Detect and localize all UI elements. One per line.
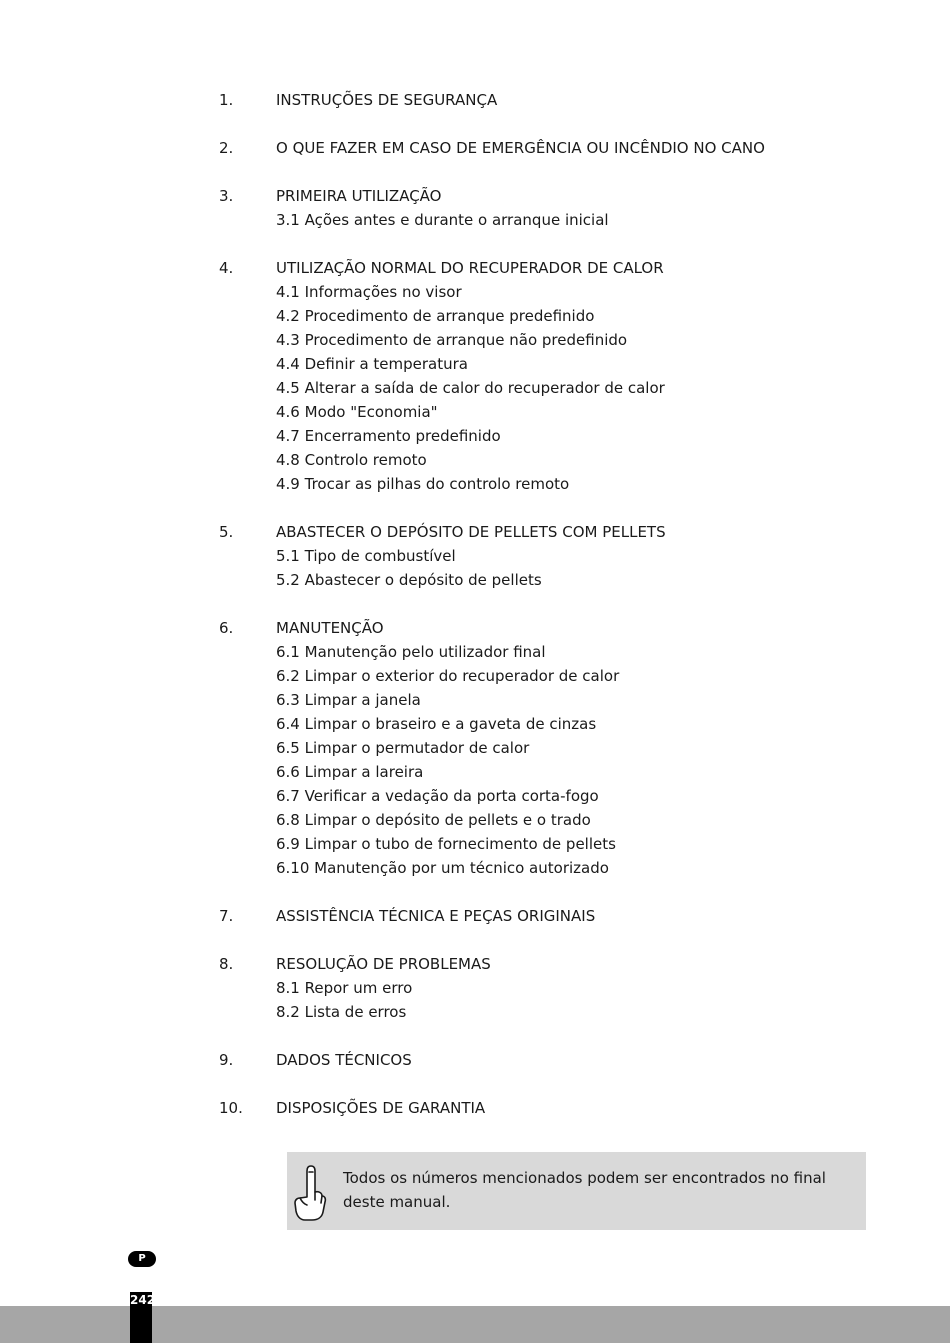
- toc-section: [219, 88, 859, 112]
- note-box: [287, 1152, 866, 1230]
- subsection-item: 6.5 Limpar o permutador de calor: [276, 739, 530, 757]
- page-number: 242: [130, 1293, 156, 1307]
- subsection-item: 4.2 Procedimento de arranque predefinido: [276, 307, 595, 325]
- toc-section: [219, 904, 859, 928]
- subsection-item: 6.6 Limpar a lareira: [276, 763, 424, 781]
- toc-section: [219, 1096, 859, 1120]
- toc-heading-row: [219, 520, 859, 544]
- section-title: DADOS TÉCNICOS: [276, 1051, 412, 1069]
- language-badge: P: [128, 1251, 156, 1267]
- toc-heading-row: [219, 616, 859, 640]
- subsection-item: 6.9 Limpar o tubo de fornecimento de pellets: [276, 835, 616, 853]
- subsection-item: 8.2 Lista de erros: [276, 1003, 407, 1021]
- toc-section: [219, 952, 859, 1024]
- section-number: 1.: [219, 91, 234, 109]
- subsection-item: 3.1 Ações antes e durante o arranque inicial: [276, 211, 609, 229]
- section-number: 8.: [219, 955, 234, 973]
- toc-section: [219, 184, 859, 232]
- section-title: UTILIZAÇÃO NORMAL DO RECUPERADOR DE CALOR: [276, 259, 664, 277]
- toc-section: [219, 136, 859, 160]
- section-title: INSTRUÇÕES DE SEGURANÇA: [276, 91, 498, 109]
- subsection-item: 6.1 Manutenção pelo utilizador final: [276, 643, 546, 661]
- subsection-item: 4.3 Procedimento de arranque não predefinido: [276, 331, 628, 349]
- toc-heading-row: [219, 1096, 859, 1120]
- toc-heading-row: [219, 952, 859, 976]
- toc-heading-row: [219, 904, 859, 928]
- toc-heading-row: [219, 136, 859, 160]
- section-title: RESOLUÇÃO DE PROBLEMAS: [276, 955, 491, 973]
- section-number: 4.: [219, 259, 234, 277]
- section-title: ASSISTÊNCIA TÉCNICA E PEÇAS ORIGINAIS: [276, 907, 596, 925]
- section-number: 5.: [219, 523, 234, 541]
- subsection-item: 4.1 Informações no visor: [276, 283, 462, 301]
- section-number: 10.: [219, 1099, 243, 1117]
- toc-heading-row: [219, 256, 859, 280]
- section-number: 3.: [219, 187, 234, 205]
- section-title: DISPOSIÇÕES DE GARANTIA: [276, 1099, 486, 1117]
- toc-heading-row: [219, 184, 859, 208]
- section-title: ABASTECER O DEPÓSITO DE PELLETS COM PELLETS: [276, 523, 666, 541]
- toc-heading-row: [219, 1048, 859, 1072]
- pointing-finger-icon: [293, 1162, 327, 1224]
- section-number: 7.: [219, 907, 234, 925]
- toc-section: [219, 520, 859, 592]
- section-title: O QUE FAZER EM CASO DE EMERGÊNCIA OU INCÊNDIO NO CANO: [276, 139, 765, 157]
- section-number: 6.: [219, 619, 234, 637]
- toc-section: [219, 256, 859, 496]
- subsection-item: 4.9 Trocar as pilhas do controlo remoto: [276, 475, 570, 493]
- subsection-item: 6.4 Limpar o braseiro e a gaveta de cinzas: [276, 715, 597, 733]
- section-title: MANUTENÇÃO: [276, 619, 384, 637]
- subsection-item: 6.2 Limpar o exterior do recuperador de calor: [276, 667, 620, 685]
- subsection-item: 6.10 Manutenção por um técnico autorizado: [276, 859, 609, 877]
- toc-section: [219, 616, 859, 880]
- subsection-item: 4.4 Definir a temperatura: [276, 355, 468, 373]
- subsection-item: 8.1 Repor um erro: [276, 979, 413, 997]
- toc-section: [219, 1048, 859, 1072]
- table-of-contents: [219, 88, 859, 1144]
- subsection-item: 4.7 Encerramento predefinido: [276, 427, 501, 445]
- subsection-item: 5.1 Tipo de combustível: [276, 547, 456, 565]
- subsection-item: 6.7 Verificar a vedação da porta corta-fogo: [276, 787, 599, 805]
- subsection-item: 6.8 Limpar o depósito de pellets e o trado: [276, 811, 591, 829]
- section-number: 2.: [219, 139, 234, 157]
- subsection-item: 6.3 Limpar a janela: [276, 691, 421, 709]
- subsection-item: 4.6 Modo "Economia": [276, 403, 438, 421]
- subsection-item: 4.5 Alterar a saída de calor do recuperador de calor: [276, 379, 665, 397]
- note-text: Todos os números mencionados podem ser encontrados no final deste manual.: [343, 1169, 826, 1211]
- subsection-item: 5.2 Abastecer o depósito de pellets: [276, 571, 542, 589]
- section-title: PRIMEIRA UTILIZAÇÃO: [276, 187, 442, 205]
- toc-heading-row: [219, 88, 859, 112]
- section-number: 9.: [219, 1051, 234, 1069]
- subsection-item: 4.8 Controlo remoto: [276, 451, 427, 469]
